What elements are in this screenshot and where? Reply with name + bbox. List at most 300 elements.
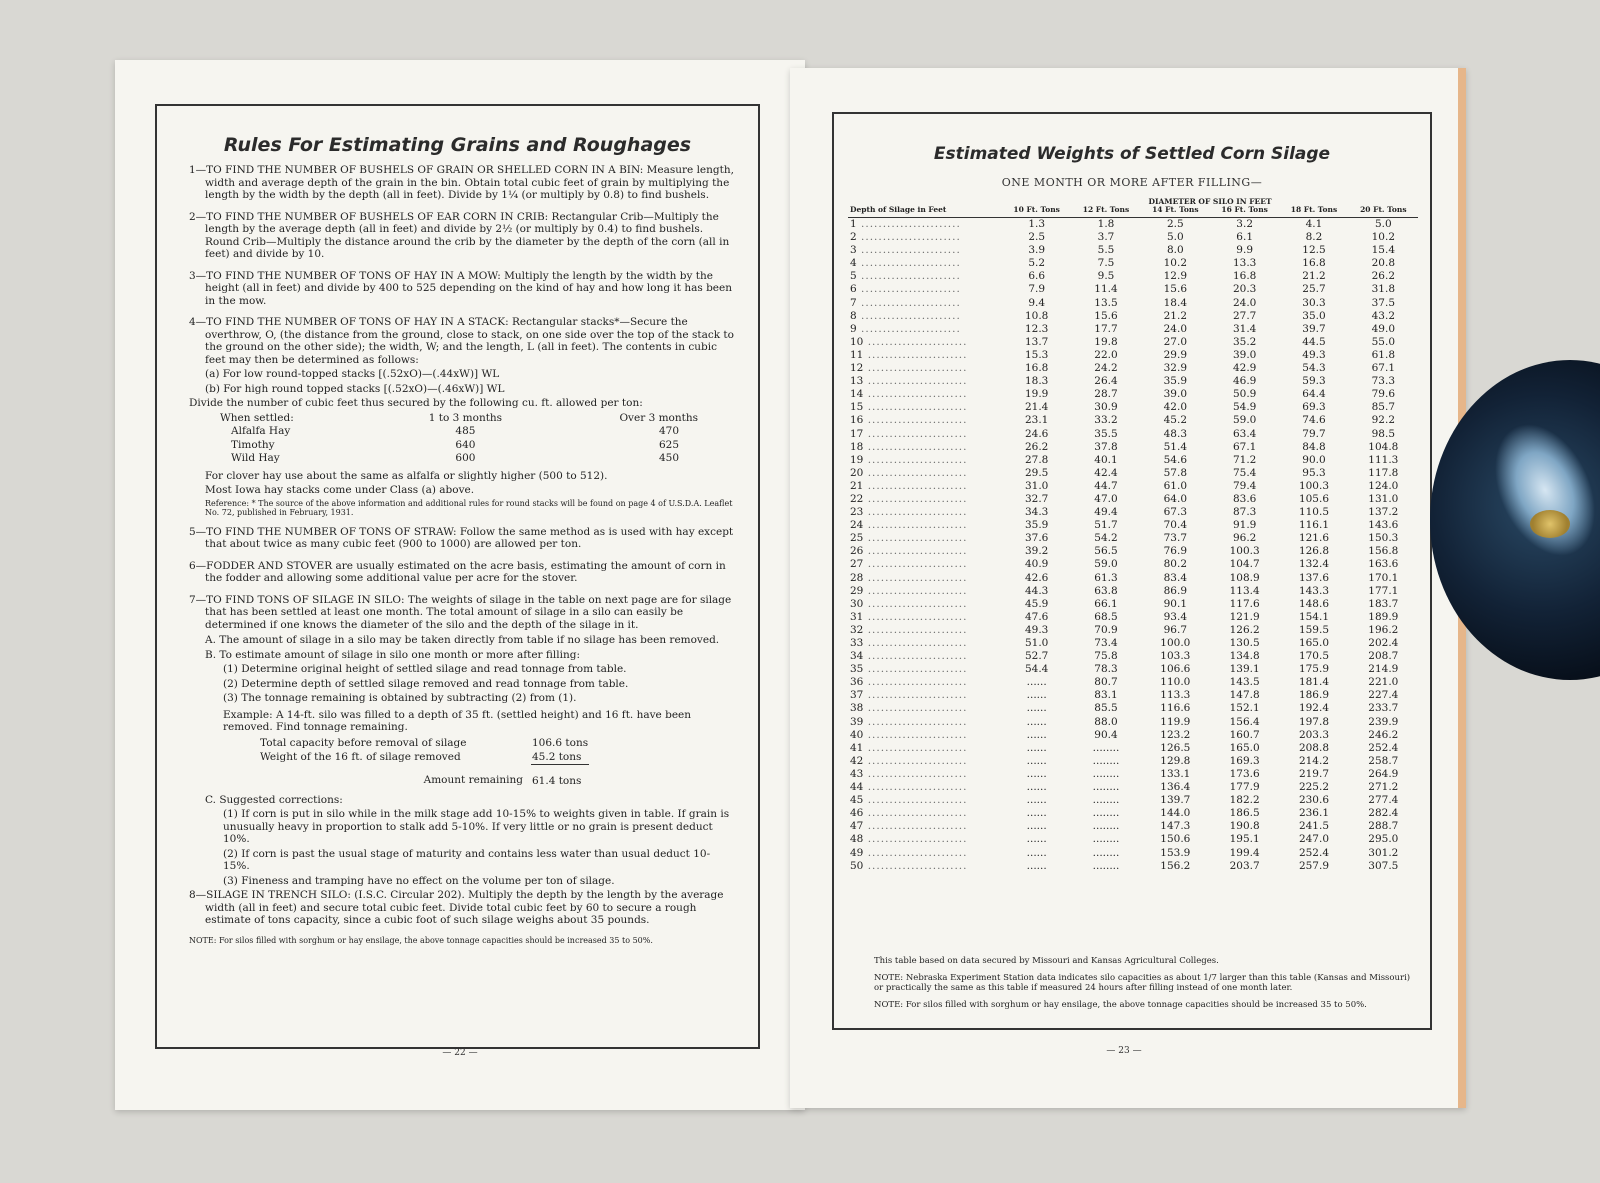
tonnage-cell: 73.7 (1163, 532, 1188, 545)
leader-dots: ....................... (863, 754, 968, 767)
tonnage-cell: 137.2 (1368, 506, 1399, 519)
depth-value: 13 (850, 375, 864, 388)
tonnage-cell: 42.0 (1163, 401, 1188, 414)
leader-dots: ....................... (863, 689, 968, 702)
depth-cell (848, 860, 1002, 873)
tonnage-cell: 30.3 (1302, 296, 1326, 309)
tonnage-cell: 61.0 (1163, 479, 1188, 492)
tonnage-cell: 24.6 (1024, 427, 1049, 440)
leader-dots: ....................... (863, 676, 968, 689)
tonnage-cell: ........ (1092, 741, 1120, 754)
tonnage-cell: 20.8 (1371, 257, 1396, 270)
table-row (848, 467, 1418, 480)
tonnage-cell: 4.1 (1305, 218, 1323, 230)
depth-value: 30 (850, 597, 864, 610)
settled-cell: Timothy (231, 438, 275, 451)
tonnage-cell: 154.1 (1298, 610, 1329, 623)
tonnage-cell: 83.6 (1232, 492, 1257, 505)
example-value: 61.4 tons (532, 774, 582, 787)
table-row (848, 336, 1418, 349)
leader-dots: ....................... (863, 388, 968, 401)
table-row (848, 401, 1418, 414)
leader-dots: ....................... (863, 820, 968, 833)
tonnage-cell: ........ (1092, 781, 1120, 794)
tonnage-cell: 44.3 (1024, 584, 1049, 597)
tonnage-cell: 18.3 (1024, 375, 1049, 388)
tonnage-cell: 51.4 (1163, 440, 1188, 453)
depth-value: 44 (850, 781, 864, 794)
example-value: 45.2 tons (531, 750, 589, 765)
settled-row (219, 452, 699, 466)
tonnage-cell: 96.2 (1232, 532, 1257, 545)
tonnage-cell: 133.1 (1160, 767, 1191, 780)
tonnage-cell: 37.6 (1024, 532, 1049, 545)
tonnage-cell: 227.4 (1368, 689, 1399, 702)
depth-cell (848, 545, 1002, 558)
tonnage-cell: 258.7 (1368, 754, 1399, 767)
leader-dots: ....................... (863, 859, 968, 872)
tonnage-cell: 233.7 (1368, 702, 1399, 715)
depth-cell (848, 820, 1002, 833)
tonnage-cell: 277.4 (1368, 794, 1399, 807)
tonnage-cell: 124.0 (1368, 479, 1399, 492)
tonnage-cell: 44.7 (1094, 479, 1118, 492)
tonnage-cell: 19.8 (1094, 335, 1118, 348)
left-page-title: Rules For Estimating Grains and Roughages (223, 134, 692, 156)
tonnage-cell: 163.6 (1368, 558, 1399, 571)
tonnage-cell: ...... (1026, 754, 1047, 767)
depth-value: 12 (850, 362, 864, 375)
tonnage-cell: 61.8 (1371, 348, 1396, 361)
depth-cell (848, 467, 1002, 480)
tonnage-cell: 10.8 (1024, 309, 1049, 322)
tonnage-cell: 79.4 (1232, 479, 1257, 492)
settled-cell: Wild Hay (231, 452, 280, 464)
depth-cell (848, 611, 1002, 624)
tonnage-cell: 2.5 (1028, 231, 1046, 244)
tonnage-cell: 79.7 (1302, 427, 1326, 440)
column-header: 12 Ft. Tons (1071, 206, 1140, 218)
leader-dots: ....................... (856, 218, 961, 230)
tonnage-cell: 219.7 (1298, 767, 1329, 780)
stack-formula-a: (a) For low round-topped stacks [(.52xO)—(.44xW)] WL (205, 368, 500, 380)
depth-value: 11 (850, 348, 864, 361)
tonnage-cell: 103.3 (1160, 650, 1191, 663)
tonnage-cell: 31.8 (1371, 283, 1396, 296)
tonnage-cell: ...... (1026, 846, 1047, 859)
depth-value: 15 (850, 401, 864, 414)
leader-dots: ....................... (863, 335, 968, 348)
tonnage-cell: 45.9 (1024, 597, 1049, 610)
tonnage-cell: 27.0 (1163, 335, 1188, 348)
rules-body (189, 164, 734, 945)
tonnage-cell: 126.8 (1298, 545, 1329, 558)
tonnage-cell: 80.7 (1094, 676, 1118, 689)
tonnage-cell: 21.2 (1163, 309, 1188, 322)
settled-cell: 485 (455, 425, 476, 437)
depth-cell (848, 676, 1002, 689)
depth-value: 43 (850, 767, 864, 780)
leader-dots: ....................... (863, 650, 968, 663)
depth-cell (848, 506, 1002, 519)
depth-cell (848, 231, 1002, 244)
table-row (848, 375, 1418, 388)
tonnage-cell: 190.8 (1229, 820, 1260, 833)
table-row (848, 663, 1418, 676)
tonnage-cell: 144.0 (1160, 807, 1191, 820)
depth-cell (848, 310, 1002, 323)
leader-dots: ....................... (856, 257, 961, 270)
tonnage-cell: 24.0 (1163, 322, 1188, 335)
depth-value: 49 (850, 846, 864, 859)
table-row (848, 650, 1418, 663)
leader-dots: ....................... (863, 362, 968, 375)
depth-value: 31 (850, 610, 864, 623)
depth-value: 1 (850, 218, 857, 230)
tonnage-cell: 2.5 (1166, 218, 1184, 230)
table-row (848, 441, 1418, 454)
tonnage-cell: 40.1 (1094, 453, 1118, 466)
rule-1: 1—TO FIND THE NUMBER OF BUSHELS OF GRAIN OR SHELLED CORN IN A BIN: Measure length, width and average depth of the grain in the bin. Obtain total cubic feet of grain by multiplying the length by the width by the depth (all in feet). Divide by 1¼ (or multiply by 0.8) to find bushels. (189, 164, 734, 201)
tonnage-cell: 100.3 (1229, 545, 1260, 558)
table-row (848, 323, 1418, 336)
tonnage-cell: 67.1 (1371, 362, 1396, 375)
tonnage-cell: 96.7 (1163, 623, 1188, 636)
tonnage-cell: 152.1 (1229, 702, 1260, 715)
tonnage-cell: 15.3 (1024, 348, 1049, 361)
tonnage-cell: 91.9 (1232, 519, 1257, 532)
tonnage-cell: 111.3 (1368, 453, 1399, 466)
rule-3: 3—TO FIND THE NUMBER OF TONS OF HAY IN A MOW: Multiply the length by the width by the height (all in feet) and divide by 400 to 525 depending on the kind of hay and how long it has been in the mow. (189, 269, 732, 307)
table-row (848, 833, 1418, 846)
tonnage-cell: 257.9 (1298, 859, 1329, 872)
tonnage-cell: 37.5 (1371, 296, 1396, 309)
tonnage-cell: 110.5 (1298, 506, 1329, 519)
tonnage-cell: 39.0 (1163, 388, 1188, 401)
tonnage-cell: 186.5 (1229, 807, 1260, 820)
tonnage-cell: 98.5 (1371, 427, 1396, 440)
leader-dots: ....................... (863, 663, 968, 676)
table-row (848, 860, 1418, 873)
example-label: Amount remaining (423, 774, 523, 787)
depth-cell (848, 218, 1002, 232)
tonnage-cell: 85.7 (1371, 401, 1396, 414)
feather-lure-icon (1475, 408, 1600, 573)
tonnage-cell: 51.0 (1024, 637, 1049, 649)
depth-cell (848, 572, 1002, 585)
tonnage-cell: 177.9 (1229, 781, 1260, 794)
tonnage-cell: 203.3 (1298, 728, 1329, 741)
tonnage-cell: 225.2 (1298, 781, 1329, 794)
settled-cell: 625 (658, 438, 679, 451)
tonnage-cell: 8.2 (1305, 231, 1323, 244)
tonnage-cell: 271.2 (1368, 781, 1399, 794)
table-row (848, 428, 1418, 441)
table-row (848, 388, 1418, 401)
tonnage-cell: 67.3 (1163, 506, 1188, 519)
tonnage-cell: 150.3 (1368, 532, 1399, 545)
tonnage-cell: 15.4 (1371, 244, 1396, 257)
tonnage-cell: 25.7 (1302, 283, 1326, 296)
tonnage-cell: 10.2 (1371, 231, 1396, 244)
table-row (848, 585, 1418, 598)
silage-table (848, 198, 1418, 873)
depth-value: 10 (850, 335, 864, 348)
leader-dots: ....................... (863, 532, 968, 545)
tonnage-cell: 59.0 (1094, 558, 1118, 571)
tonnage-cell: 73.3 (1371, 375, 1396, 388)
tonnage-cell: 43.2 (1371, 309, 1396, 322)
leader-dots: ....................... (863, 479, 968, 492)
leader-dots: ....................... (863, 519, 968, 532)
depth-value: 8 (850, 309, 857, 322)
tonnage-cell: ...... (1026, 676, 1047, 689)
tonnage-cell: 26.2 (1024, 440, 1049, 453)
tonnage-cell: 147.8 (1229, 689, 1260, 702)
tonnage-cell: 29.5 (1024, 466, 1049, 479)
tonnage-cell: 78.3 (1094, 663, 1118, 676)
table-row (848, 231, 1418, 244)
tonnage-cell: ........ (1092, 859, 1120, 872)
tonnage-cell: 241.5 (1298, 820, 1329, 833)
tonnage-cell: 64.4 (1302, 388, 1326, 401)
rule-4: 4—TO FIND THE NUMBER OF TONS OF HAY IN A STACK: Rectangular stacks*—Secure the overthrow, O, (the distance from the ground, close to stack, on one side over the top of the stack to the ground on the other side); the width, W; and the length, L (all in feet). The contents in cubic feet may then be determined as follows: (189, 316, 734, 366)
tonnage-cell: 129.8 (1160, 754, 1191, 767)
tonnage-cell: 252.4 (1368, 741, 1399, 754)
tonnage-cell: 55.0 (1371, 335, 1396, 348)
tonnage-cell: 42.6 (1024, 571, 1049, 584)
depth-value: 36 (850, 676, 864, 689)
tonnage-cell: 159.5 (1298, 623, 1329, 636)
example-table (259, 736, 589, 788)
table-row (848, 297, 1418, 310)
silo-step-c: C. Suggested corrections: (205, 793, 343, 806)
right-page-title: Estimated Weights of Settled Corn Silage (933, 144, 1331, 164)
depth-cell (848, 716, 1002, 729)
table-row (848, 310, 1418, 323)
tonnage-cell: 143.5 (1229, 676, 1260, 689)
depth-value: 37 (850, 689, 864, 702)
rule-7: 7—TO FIND TONS OF SILAGE IN SILO: The weights of silage in the table on next page are for silage that has been settled at least one month. The total amount of silage in a silo can easily be determined if one knows the diameter of the silo and the depth of the silage in it. (189, 593, 732, 631)
tonnage-cell: 252.4 (1298, 846, 1329, 859)
tonnage-cell: 12.9 (1163, 270, 1188, 283)
silo-b-step: (2) Determine depth of settled silage removed and read tonnage from table. (223, 677, 629, 690)
tonnage-cell: 6.1 (1236, 231, 1253, 244)
tonnage-cell: ........ (1092, 794, 1120, 807)
tonnage-cell: 59.0 (1232, 414, 1257, 427)
table-row (848, 847, 1418, 860)
tonnage-cell: 192.4 (1298, 702, 1329, 715)
leader-dots: ....................... (856, 283, 961, 296)
depth-cell (848, 454, 1002, 467)
table-row (848, 807, 1418, 820)
tonnage-cell: 54.3 (1302, 362, 1326, 375)
tonnage-cell: 189.9 (1368, 610, 1399, 623)
tonnage-cell: 236.1 (1298, 807, 1329, 820)
tonnage-cell: 9.5 (1097, 270, 1115, 283)
depth-cell (848, 401, 1002, 414)
rule-8: 8—SILAGE IN TRENCH SILO: (I.S.C. Circular 202). Multiply the depth by the length by the average width (all in feet) and secure total cubic feet. Divide total cubic feet by 60 to secure a rough estimate of tons capacity, since a cubic foot of such silage weighs about 35 pounds. (189, 889, 724, 926)
tonnage-cell: 246.2 (1368, 728, 1399, 741)
tonnage-cell: 75.8 (1094, 650, 1118, 663)
depth-value: 47 (850, 820, 864, 833)
tonnage-cell: 20.3 (1232, 283, 1257, 296)
settled-header (219, 412, 699, 426)
leader-dots: ....................... (856, 270, 961, 283)
depth-cell (848, 362, 1002, 375)
silo-c-step: (1) If corn is put in silo while in the milk stage add 10-15% to weights given in table. If grain is unusually heavy in proportion to stalk add 5-10%. If very little or no grain is present deduct 10%. (223, 808, 730, 845)
depth-cell (848, 729, 1002, 742)
tonnage-cell: ...... (1026, 715, 1047, 728)
example-row (259, 750, 589, 765)
tonnage-cell: ...... (1026, 859, 1047, 872)
depth-cell (848, 755, 1002, 768)
tonnage-cell: 130.5 (1229, 637, 1260, 649)
leader-dots: ....................... (863, 401, 968, 414)
depth-cell (848, 519, 1002, 532)
tonnage-cell: 13.3 (1232, 257, 1257, 270)
column-header: 16 Ft. Tons (1210, 206, 1279, 218)
table-row (848, 558, 1418, 571)
tonnage-cell: 17.7 (1094, 322, 1118, 335)
depth-value: 9 (850, 322, 857, 335)
depth-value: 41 (850, 741, 864, 754)
reference-note: Reference: * The source of the above information and additional rules for round stacks will be found on page 4 of U.S.D.A. Leaflet No. 72, published in February, 1931. (205, 498, 733, 517)
tonnage-cell: 126.5 (1160, 741, 1191, 754)
tonnage-cell: ........ (1092, 767, 1120, 780)
tonnage-cell: 104.8 (1368, 440, 1399, 453)
tonnage-cell: 54.2 (1094, 532, 1118, 545)
tonnage-cell: 288.7 (1368, 820, 1399, 833)
iowa-line: Most Iowa hay stacks come under Class (a) above. (205, 484, 475, 496)
clover-line: For clover hay use about the same as alfalfa or slightly higher (500 to 512). (205, 469, 608, 482)
tonnage-cell: ...... (1026, 767, 1047, 780)
settled-cell: 470 (658, 425, 679, 437)
depth-cell (848, 558, 1002, 571)
tonnage-cell: 33.2 (1094, 414, 1118, 427)
settled-header-cell: 1 to 3 months (428, 411, 503, 424)
depth-value: 24 (850, 519, 864, 532)
tonnage-cell: 61.3 (1094, 571, 1118, 584)
tonnage-cell: 143.3 (1298, 584, 1329, 597)
page-number-right: — 23 — (1106, 1046, 1142, 1056)
silo-step-a: A. The amount of silage in a silo may be taken directly from table if no silage has been removed. (205, 634, 720, 646)
tonnage-cell: 64.0 (1163, 492, 1188, 505)
leader-dots: ....................... (863, 741, 968, 754)
tonnage-cell: 110.0 (1160, 676, 1191, 689)
depth-cell (848, 689, 1002, 702)
tonnage-cell: 239.9 (1368, 715, 1399, 728)
depth-cell (848, 349, 1002, 362)
tonnage-cell: 85.5 (1094, 702, 1118, 715)
example-text: Example: A 14-ft. silo was filled to a depth of 35 ft. (settled height) and 16 ft. have been removed. Find tonnage remaining. (223, 708, 692, 733)
tonnage-cell: 56.5 (1094, 545, 1118, 558)
right-page-subtitle: ONE MONTH OR MORE AFTER FILLING— (1001, 176, 1263, 189)
tonnage-cell: 47.6 (1024, 610, 1049, 623)
tonnage-cell: 181.4 (1298, 676, 1329, 689)
tonnage-cell: 46.9 (1232, 375, 1257, 388)
tonnage-cell: 18.4 (1163, 296, 1188, 309)
tonnage-cell: 170.1 (1368, 571, 1399, 584)
tonnage-cell: 100.3 (1298, 479, 1329, 492)
note-sorghum: NOTE: For silos filled with sorghum or hay ensilage, the above tonnage capacities should be increased 35 to 50%. (874, 999, 1367, 1010)
tonnage-cell: 45.2 (1163, 414, 1188, 427)
tonnage-cell: 40.9 (1024, 558, 1049, 571)
tonnage-cell: 10.2 (1163, 257, 1188, 270)
tonnage-cell: 29.9 (1163, 348, 1188, 361)
left-page-border (155, 104, 760, 1049)
depth-value: 2 (850, 231, 857, 244)
tonnage-cell: ...... (1026, 741, 1047, 754)
tonnage-cell: 12.5 (1302, 244, 1326, 257)
depth-cell (848, 650, 1002, 663)
leader-dots: ....................... (863, 715, 968, 728)
settled-header-cell: Over 3 months (619, 411, 698, 424)
tonnage-cell: 30.9 (1094, 401, 1118, 414)
depth-value: 22 (850, 492, 864, 505)
left-page (115, 60, 805, 1110)
depth-value: 5 (850, 270, 857, 283)
tonnage-cell: ...... (1026, 781, 1047, 794)
depth-value: 29 (850, 584, 864, 597)
tonnage-cell: 23.1 (1024, 414, 1049, 427)
tonnage-cell: 27.7 (1232, 309, 1257, 322)
tonnage-cell: 160.7 (1229, 728, 1260, 741)
tonnage-cell: 139.7 (1160, 794, 1191, 807)
tonnage-cell: 48.3 (1163, 427, 1188, 440)
tonnage-cell: 182.2 (1229, 794, 1260, 807)
tonnage-cell: 90.0 (1302, 453, 1326, 466)
depth-value: 46 (850, 807, 864, 820)
tonnage-cell: 173.6 (1229, 767, 1260, 780)
leader-dots: ....................... (863, 558, 968, 571)
tonnage-cell: 51.7 (1094, 519, 1118, 532)
leader-dots: ....................... (863, 545, 968, 558)
tonnage-cell: 208.7 (1368, 650, 1399, 663)
tonnage-cell: 86.9 (1163, 584, 1188, 597)
settled-row (219, 439, 699, 453)
tonnage-cell: ...... (1026, 807, 1047, 820)
table-row (848, 270, 1418, 283)
tonnage-cell: 26.2 (1371, 270, 1396, 283)
tonnage-cell: 95.3 (1302, 466, 1326, 479)
tonnage-cell: 117.6 (1229, 597, 1260, 610)
silage-table-body (848, 218, 1418, 873)
column-header: 18 Ft. Tons (1279, 206, 1348, 218)
tonnage-cell: 136.4 (1160, 781, 1191, 794)
tonnage-cell: 35.9 (1163, 375, 1188, 388)
leader-dots: ....................... (863, 767, 968, 780)
depth-value: 17 (850, 427, 864, 440)
tonnage-cell: 15.6 (1094, 309, 1118, 322)
tonnage-cell: 307.5 (1368, 859, 1399, 872)
table-row (848, 794, 1418, 807)
leader-dots: ....................... (863, 794, 968, 807)
tonnage-cell: ........ (1092, 846, 1120, 859)
table-row (848, 768, 1418, 781)
example-value: 106.6 tons (532, 736, 589, 749)
tonnage-cell: 49.4 (1094, 506, 1118, 519)
left-note: NOTE: For silos filled with sorghum or hay ensilage, the above tonnage capacities should be increased 35 to 50%. (189, 935, 653, 945)
table-row (848, 637, 1418, 650)
tonnage-cell: 42.9 (1232, 362, 1257, 375)
depth-cell (848, 336, 1002, 349)
right-page-border (832, 112, 1432, 1030)
depth-value: 14 (850, 388, 864, 401)
tonnage-cell: 153.9 (1160, 846, 1191, 859)
leader-dots: ....................... (856, 296, 961, 309)
tonnage-cell: 131.0 (1368, 492, 1399, 505)
